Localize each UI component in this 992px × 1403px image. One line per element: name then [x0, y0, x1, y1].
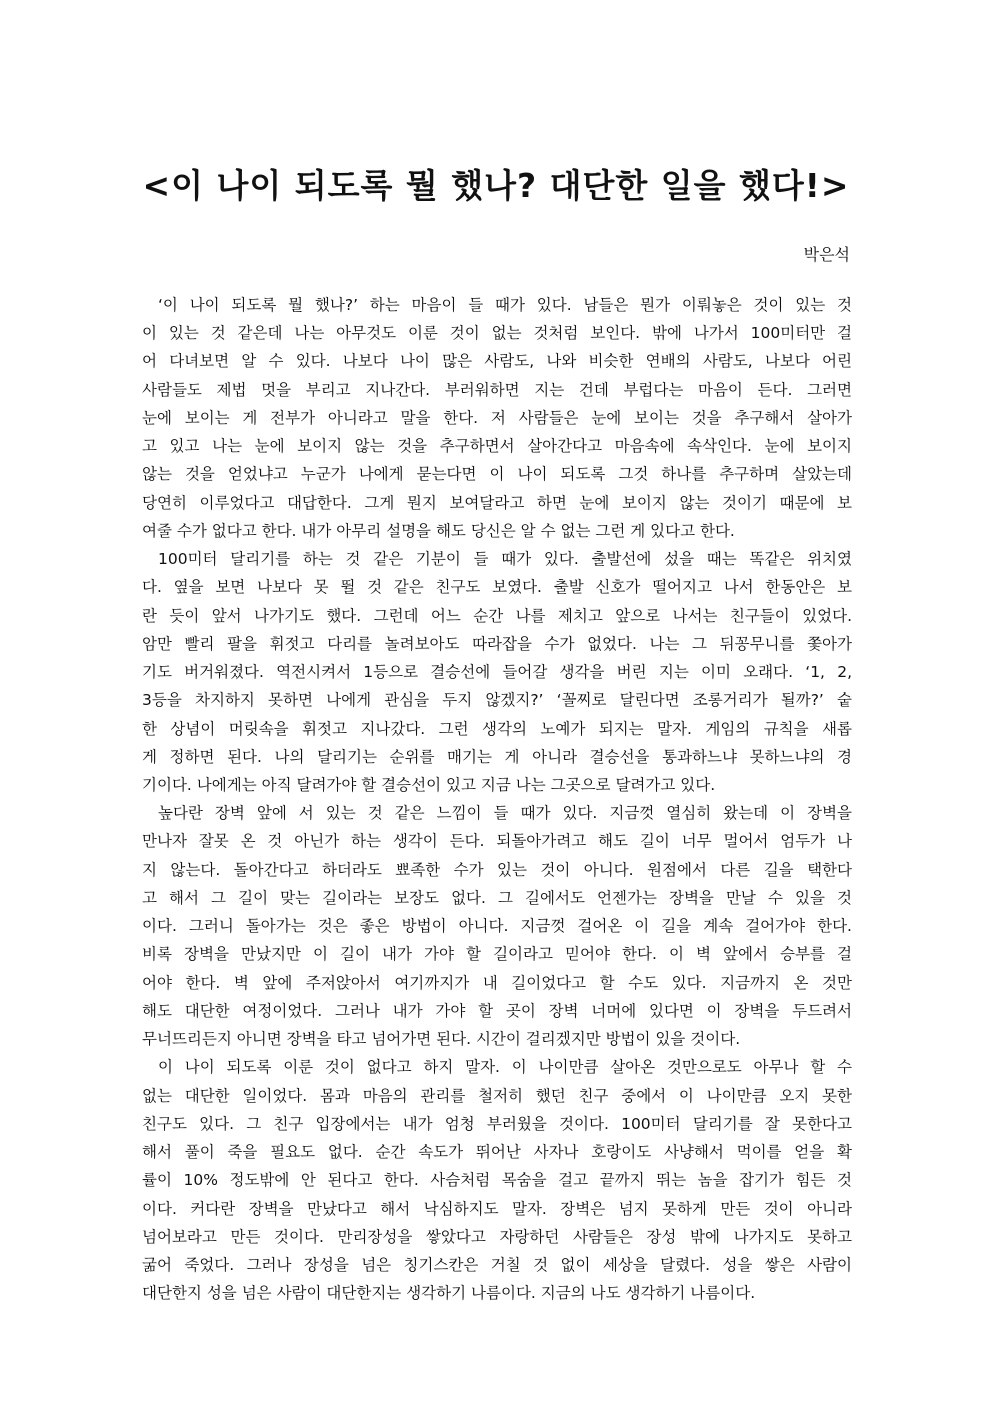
- text-line: 게 정하면 된다. 나의 달리기는 순위를 매기는 게 아니라 결승선을 통과하느냐 못하느냐의 경: [142, 747, 852, 766]
- text-line: 대단한지 성을 넘은 사람이 대단한지는 생각하기 나름이다. 지금의 나도 생각하기 나름이다.: [142, 1284, 756, 1303]
- text-line: 높다란 장벽 앞에 서 있는 것 같은 느낌이 들 때가 있다. 지금껏 열심히 왔는데 이 장벽을: [158, 804, 852, 823]
- text-line: 여줄 수가 없다고 한다. 내가 아무리 설명을 해도 당신은 알 수 없는 그런 게 있다고 한다.: [142, 521, 735, 540]
- text-line: 만나자 잘못 온 것 아닌가 하는 생각이 든다. 되돌아가려고 해도 길이 너무 멀어서 엄두가 나: [142, 832, 852, 851]
- text-line: 어 다녀보면 알 수 있다. 나보다 나이 많은 사람도, 나와 비슷한 연배의 사람도, 나보다 어린: [142, 352, 852, 371]
- text-line: 당연히 이루었다고 대답한다. 그게 뭔지 보여달라고 하면 눈에 보이지 않는 것이기 때문에 보: [142, 493, 852, 512]
- text-line: 없는 대단한 일이었다. 몸과 마음의 관리를 철저히 했던 친구 중에서 이 나이만큼 오지 못한: [142, 1086, 852, 1105]
- text-line: 한 상념이 머릿속을 휘젓고 지나갔다. 그런 생각의 노예가 되지는 말자. 게임의 규칙을 새롭: [142, 719, 852, 738]
- text-line: 무너뜨리든지 아니면 장벽을 타고 넘어가면 된다. 시간이 걸리겠지만 방법이 있을 것이다.: [142, 1030, 741, 1049]
- document-title: <이 나이 되도록 뭘 했나? 대단한 일을 했다!>: [142, 166, 850, 205]
- text-line: 해도 대단한 여정이었다. 그러나 내가 가야 할 곳이 장벽 너머에 있다면 이 장벽을 두드려서: [142, 1001, 852, 1020]
- text-line: 고 해서 그 길이 맞는 길이라는 보장도 없다. 그 길에서도 언젠가는 장벽을 만날 수 있을 것: [142, 888, 852, 907]
- text-line: ‘이 나이 되도록 뭘 했나?’ 하는 마음이 들 때가 있다. 남들은 뭔가 이뤄놓은 것이 있는 것: [158, 296, 852, 314]
- text-line: 기이다. 나에게는 아직 달려가야 할 결승선이 있고 지금 나는 그곳으로 달려가고 있다.: [142, 775, 716, 794]
- paragraph: [142, 291, 852, 545]
- text-line: 않는 것을 얻었냐고 누군가 나에게 묻는다면 이 나이 되도록 그것 하나를 추구하며 살았는데: [142, 465, 852, 484]
- text-line: 넘어보라고 만든 것이다. 만리장성을 쌓았다고 자랑하던 사람들은 장성 밖에 나가지도 못하고: [142, 1227, 852, 1246]
- text-line: 친구도 있다. 그 친구 입장에서는 내가 엄청 부러웠을 것이다. 100미터 달리기를 잘 못한다고: [142, 1114, 852, 1133]
- text-line: 고 있고 나는 눈에 보이지 않는 것을 추구하면서 살아간다고 마음속에 속삭인다. 눈에 보이지: [142, 437, 852, 456]
- text-line: 어야 한다. 벽 앞에 주저앉아서 여기까지가 내 길이었다고 할 수도 있다. 지금까지 온 것만: [142, 973, 852, 992]
- document-body: [142, 291, 852, 1307]
- author-name: 박은석: [803, 245, 850, 264]
- text-line: 다. 옆을 보면 나보다 못 뛸 것 같은 친구도 보였다. 출발 신호가 떨어지고 나서 한동안은 보: [142, 578, 852, 597]
- text-line: 해서 풀이 죽을 필요도 없다. 순간 속도가 뛰어난 사자나 호랑이도 사냥해서 먹이를 얻을 확: [142, 1143, 852, 1162]
- text-line: 이 있는 것 같은데 나는 아무것도 이룬 것이 없는 것처럼 보인다. 밖에 나가서 100미터만 걸: [142, 324, 852, 343]
- text-line: 이 나이 되도록 이룬 것이 없다고 하지 말자. 이 나이만큼 살아온 것만으로도 아무나 할 수: [158, 1058, 852, 1077]
- text-line: 사람들도 제법 멋을 부리고 지나간다. 부러워하면 지는 건데 부럽다는 마음이 든다. 그러면: [142, 380, 852, 399]
- text-line: 기도 버거워졌다. 역전시켜서 1등으로 결승선에 들어갈 생각을 버린 지는 이미 오래다. ‘1, 2,: [142, 663, 852, 682]
- paragraph: [142, 1053, 852, 1307]
- text-line: 굶어 죽었다. 그러나 장성을 넘은 칭기스칸은 거칠 것 없이 세상을 달렸다. 성을 쌓은 사람이: [142, 1255, 852, 1274]
- paragraph: [142, 799, 852, 1053]
- text-line: 100미터 달리기를 하는 것 같은 기분이 들 때가 있다. 출발선에 섰을 때는 똑같은 위치였: [158, 550, 852, 569]
- text-line: 눈에 보이는 게 전부가 아니라고 말을 한다. 저 사람들은 눈에 보이는 것을 추구해서 살아가: [142, 408, 852, 427]
- text-line: 이다. 그러니 돌아가는 것은 좋은 방법이 아니다. 지금껏 걸어온 이 길을 계속 걸어가야 한다.: [142, 917, 852, 936]
- text-line: 3등을 차지하지 못하면 나에게 관심을 두지 않겠지?’ ‘꼴찌로 달린다면 조롱거리가 될까?’ 숱: [142, 691, 852, 710]
- text-line: 지 않는다. 돌아간다고 하더라도 뾰족한 수가 있는 것이 아니다. 원점에서 다른 길을 택한다: [142, 860, 852, 879]
- text-line: 란 듯이 앞서 나가기도 했다. 그런데 어느 순간 나를 제치고 앞으로 나서는 친구들이 있었다.: [142, 606, 852, 625]
- paragraph: [142, 545, 852, 799]
- text-line: 암만 빨리 팔을 휘젓고 다리를 놀려보아도 따라잡을 수가 없었다. 나는 그 뒤꽁무니를 쫓아가: [142, 634, 852, 653]
- text-line: 비록 장벽을 만났지만 이 길이 내가 가야 할 길이라고 믿어야 한다. 이 벽 앞에서 승부를 걸: [142, 945, 852, 964]
- text-line: 률이 10% 정도밖에 안 된다고 한다. 사슴처럼 목숨을 걸고 끝까지 뛰는 놈을 잡기가 힘든 것: [142, 1171, 852, 1190]
- text-line: 이다. 커다란 장벽을 만났다고 해서 낙심하지도 말자. 장벽은 넘지 못하게 만든 것이 아니라: [142, 1199, 852, 1218]
